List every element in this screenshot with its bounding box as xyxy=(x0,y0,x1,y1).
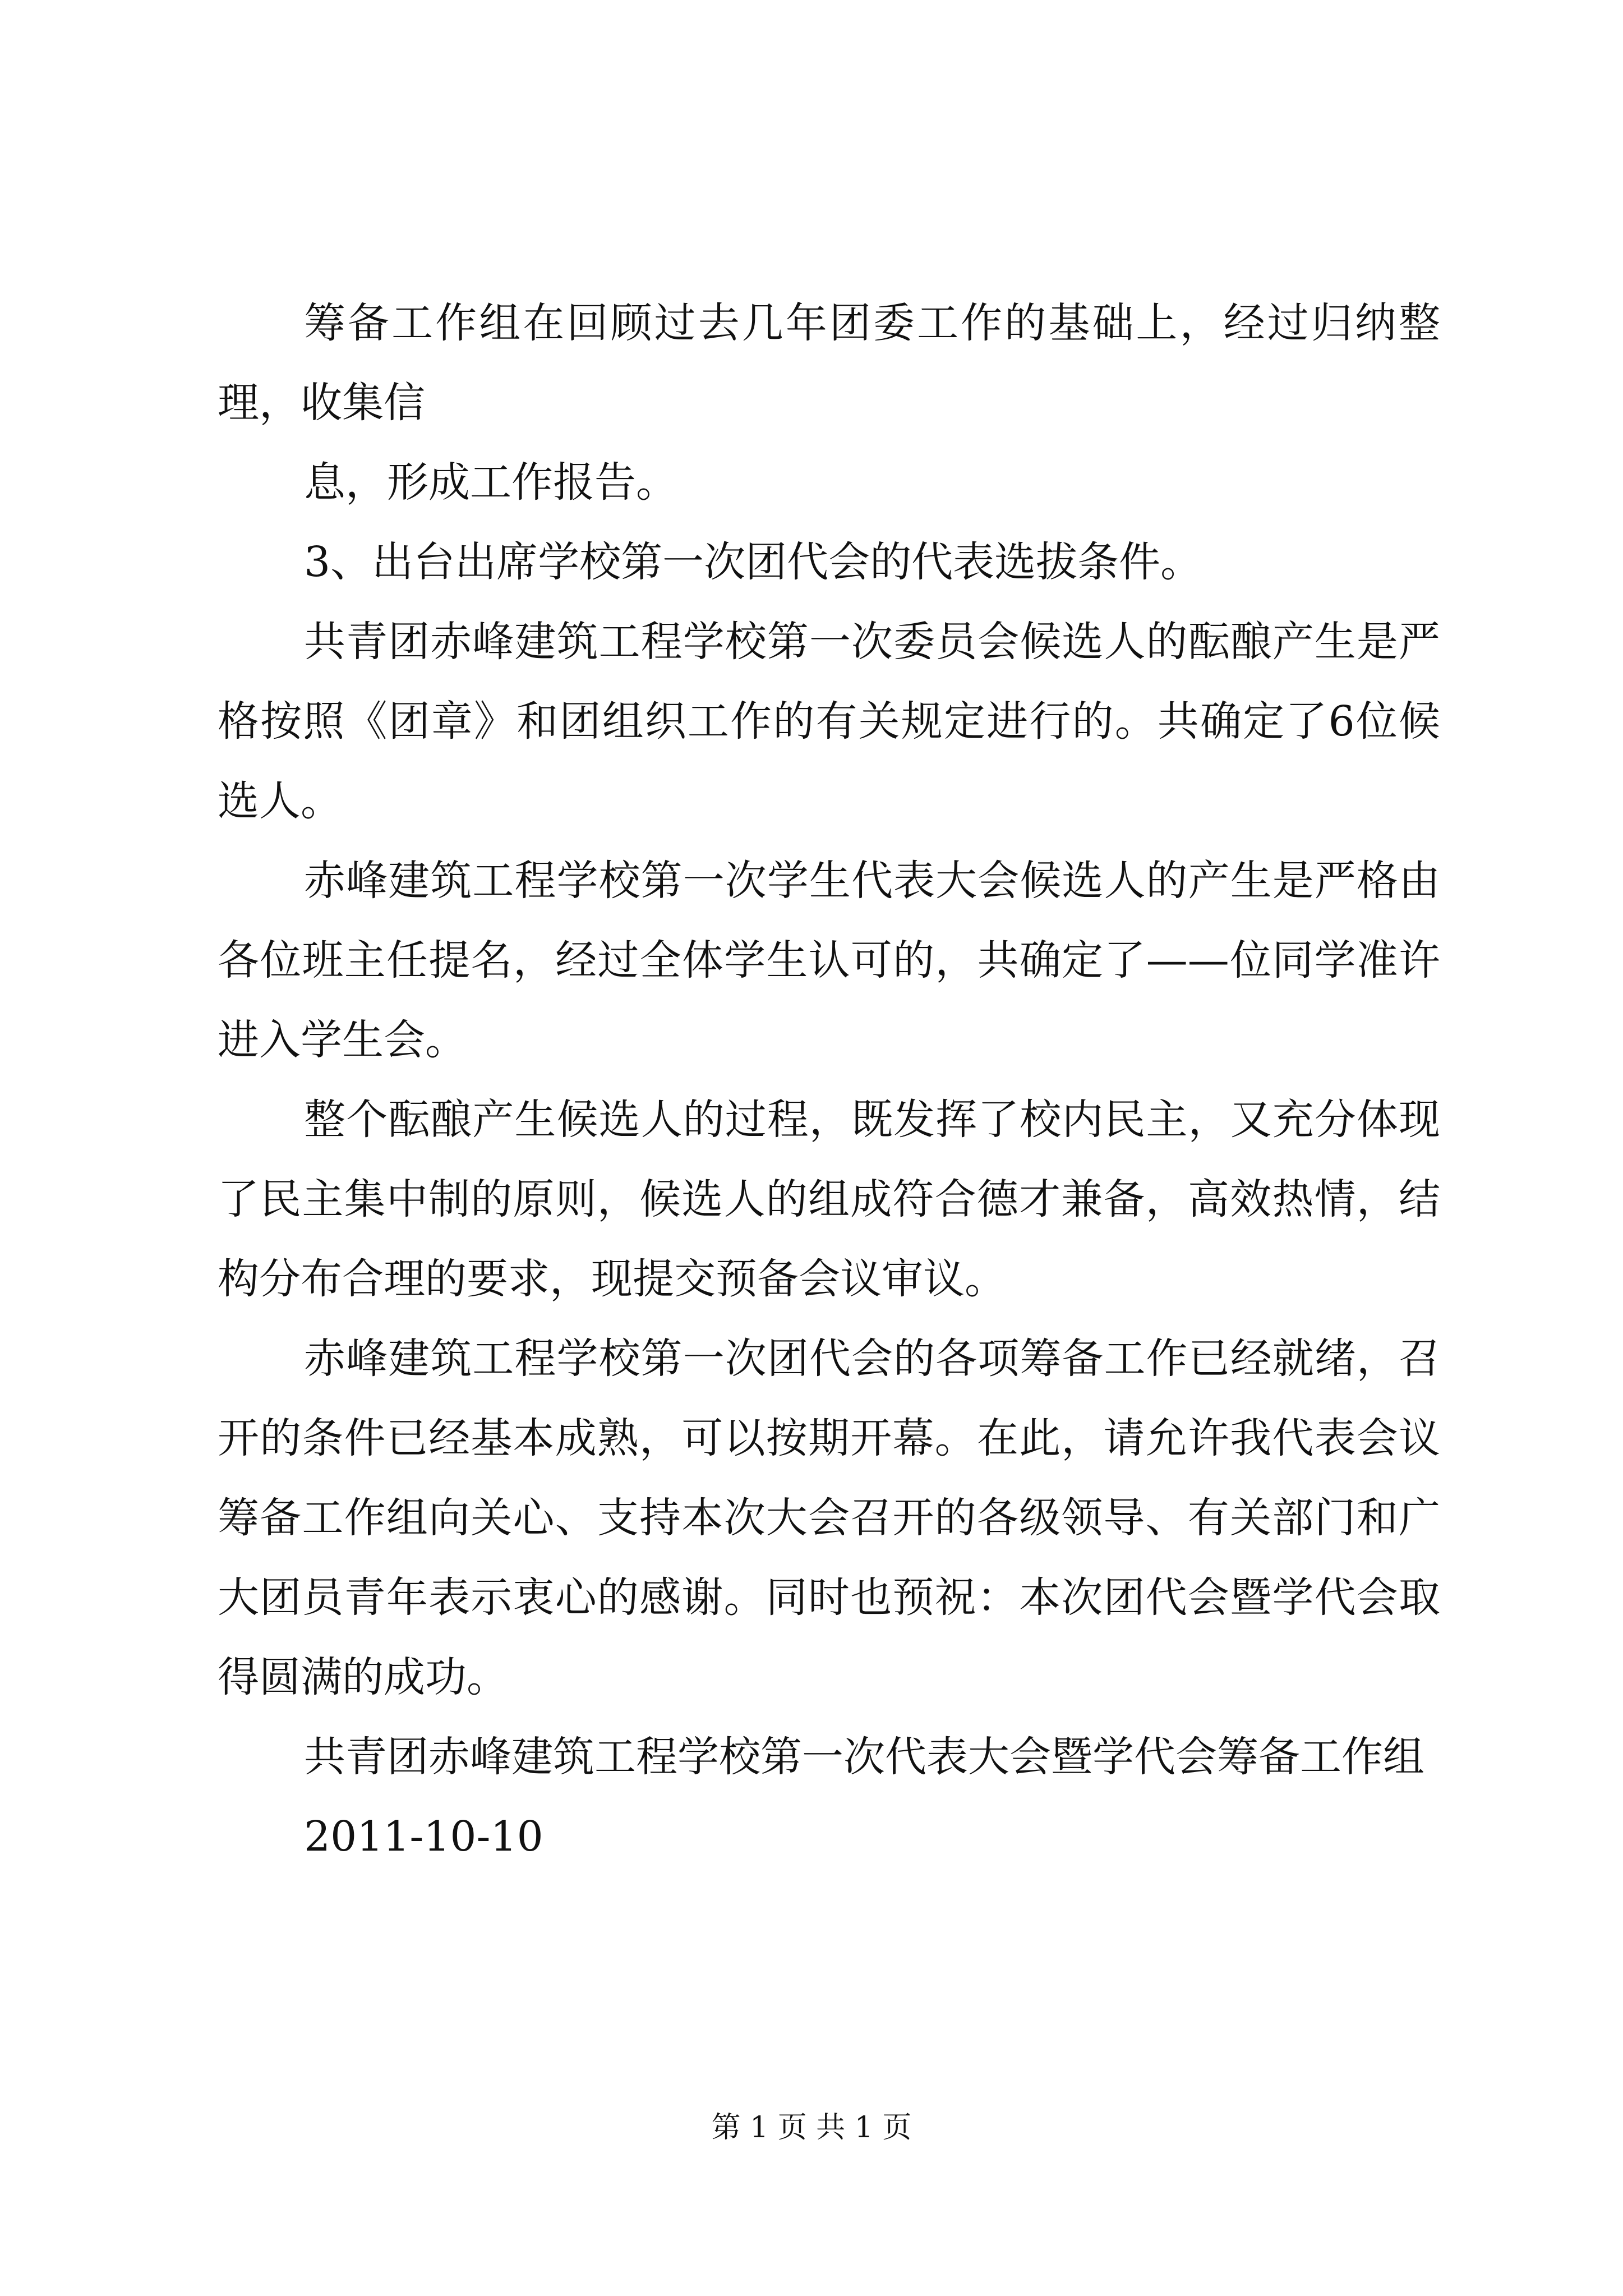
paragraph-7 xyxy=(218,1319,1440,1717)
page-number-label: 第 1 页 共 1 页 xyxy=(711,2111,912,2145)
paragraph-text: 赤峰建筑工程学校第一次学生代表大会候选人的产生是严格由各位班主任提名，经过全体学生认可的，共确定了——位同学准许进入学生会。 xyxy=(218,857,1440,1064)
paragraph-3 xyxy=(218,522,1440,602)
paragraph-2 xyxy=(218,443,1440,522)
paragraph-8 xyxy=(218,1717,1440,1797)
paragraph-5 xyxy=(218,841,1440,1080)
paragraph-text: 息，形成工作报告。 xyxy=(304,458,677,507)
document-body xyxy=(218,283,1440,1876)
paragraph-1 xyxy=(218,283,1440,443)
paragraph-text: 3、出台出席学校第一次团代会的代表选拔条件。 xyxy=(304,538,1202,586)
paragraph-6 xyxy=(218,1080,1440,1319)
paragraph-text: 整个酝酿产生候选人的过程，既发挥了校内民主，又充分体现了民主集中制的原则，候选人的组成符合德才兼备，高效热情，结构分布合理的要求，现提交预备会议审议。 xyxy=(218,1096,1440,1303)
page-footer xyxy=(0,2108,1623,2147)
date-line xyxy=(218,1797,1440,1876)
date-text: 2011-10-10 xyxy=(304,1812,543,1861)
paragraph-text: 筹备工作组在回顾过去几年团委工作的基础上，经过归纳整理，收集信 xyxy=(218,299,1440,427)
paragraph-text: 赤峰建筑工程学校第一次团代会的各项筹备工作已经就绪，召开的条件已经基本成熟，可以按期开幕。在此，请允许我代表会议筹备工作组向关心、支持本次大会召开的各级领导、有关部门和广大团员青年表示衷心的感谢。同时也预祝：本次团代会暨学代会取得圆满的成功。 xyxy=(218,1335,1440,1701)
paragraph-text: 共青团赤峰建筑工程学校第一次代表大会暨学代会筹备工作组 xyxy=(304,1733,1424,1781)
paragraph-4 xyxy=(218,602,1440,841)
paragraph-text: 共青团赤峰建筑工程学校第一次委员会候选人的酝酿产生是严格按照《团章》和团组织工作的有关规定进行的。共确定了6位候选人。 xyxy=(218,618,1440,825)
